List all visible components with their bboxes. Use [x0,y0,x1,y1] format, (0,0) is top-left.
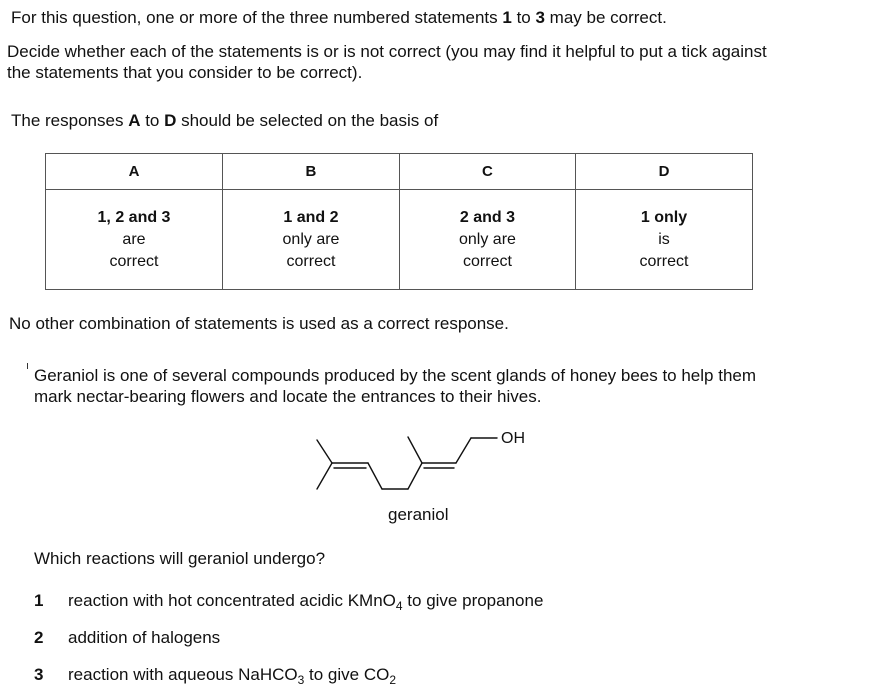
header-a: A [46,154,223,190]
bond [408,437,422,463]
no-other-combination-note: No other combination of statements is used as a correct response. [9,314,509,333]
responses-text: should be selected on the basis of [176,111,439,130]
statement-3 [34,665,396,685]
header-c: C [399,154,575,190]
cell-c-line-3: correct [463,252,512,270]
response-letter: A [128,111,141,130]
response-table [45,153,753,290]
responses-line [11,111,438,131]
cell-a-line-2: are [122,230,146,248]
response-letter: D [164,111,177,130]
instruction-text: may be correct. [544,8,667,27]
cell-b-line-2: only are [282,230,340,248]
cell-c-line-2: only are [459,230,516,248]
cell-c-line-1: 2 and 3 [459,208,516,226]
statement-2 [34,628,220,648]
responses-text: The responses [11,111,129,130]
bond [368,463,382,489]
cell-b-line-1: 1 and 2 [283,208,339,226]
molecule-label: geraniol [388,505,449,524]
question-paragraph-line-2: mark nectar-bearing flowers and locate the entrances to their hives. [34,387,542,406]
instruction-text: to [511,8,536,27]
subscript: 2 [389,673,397,687]
statement-text: to give propanone [402,591,544,610]
cell-a-line-1: 1, 2 and 3 [97,208,171,226]
statement-1 [34,591,543,611]
bond [408,463,422,489]
margin-mark [27,363,28,369]
question-prompt: Which reactions will geraniol undergo? [34,549,326,568]
instruction-line-1 [11,8,667,28]
table-body-row [46,190,753,290]
question-paragraph-line-1: Geraniol is one of several compounds produced by the scent glands of honey bees to help them [34,366,757,385]
statement-number: 2 [34,628,44,647]
statement-text: to give CO [304,665,390,684]
cell-d-line-3: correct [639,252,689,270]
instruction-line-3: the statements that you consider to be correct). [7,63,363,82]
statement-number: 1 [34,591,44,610]
table-header-row [46,154,753,190]
subscript: 3 [297,673,305,687]
cell-d-line-1: 1 only [640,208,688,226]
cell-d [575,190,752,290]
statement-text: addition of halogens [68,628,221,647]
statement-number: 1 [502,8,512,27]
statement-number: 3 [34,665,44,684]
oh-group-label: OH [501,430,525,447]
bond [317,463,332,489]
bond [317,440,332,463]
statement-text: reaction with hot concentrated acidic KMnO [68,591,396,610]
instruction-text: For this [11,8,68,27]
cell-a-line-3: correct [109,252,159,270]
cell-d-line-2: is [658,230,670,248]
cell-b [222,190,399,290]
header-b: B [222,154,399,190]
cell-c [399,190,575,290]
cell-b-line-3: correct [286,252,336,270]
subscript: 4 [395,599,403,613]
bond [456,438,471,463]
instruction-text: question, one or more of the three numbered statements [67,8,503,27]
cell-a [46,190,223,290]
statement-number: 3 [535,8,545,27]
instruction-line-2: Decide whether each of the statements is or is not correct (you may find it helpful to put a tick against [7,42,767,61]
statement-text: reaction with aqueous NaHCO [68,665,298,684]
header-d: D [575,154,752,190]
responses-text: to [140,111,165,130]
